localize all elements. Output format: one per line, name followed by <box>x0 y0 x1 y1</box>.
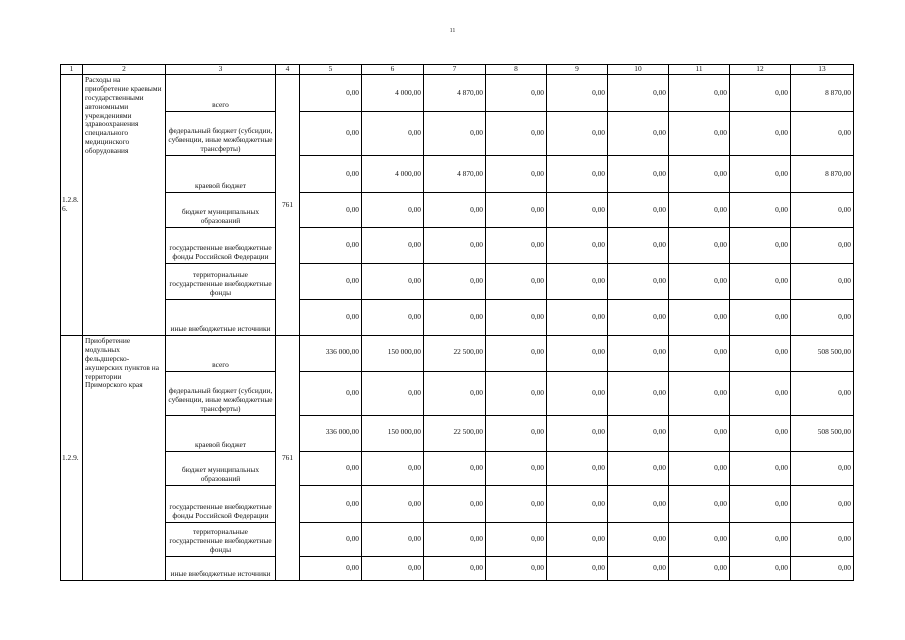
value-cell: 0,00 <box>300 372 362 416</box>
value-cell: 0,00 <box>669 112 730 156</box>
funding-source: государственные внебюджетные фонды Российской Федерации <box>166 228 276 264</box>
value-cell: 0,00 <box>362 557 424 581</box>
value-cell: 0,00 <box>547 75 608 112</box>
col-header: 13 <box>791 65 854 75</box>
value-cell: 0,00 <box>300 523 362 557</box>
table-row <box>61 264 854 300</box>
value-cell: 0,00 <box>791 486 854 523</box>
value-cell: 0,00 <box>791 452 854 486</box>
value-cell: 0,00 <box>791 193 854 228</box>
value-cell: 0,00 <box>730 336 791 372</box>
value-cell: 0,00 <box>486 486 547 523</box>
col-header: 7 <box>424 65 486 75</box>
value-cell: 0,00 <box>547 156 608 193</box>
value-cell: 0,00 <box>547 523 608 557</box>
table-row <box>61 452 854 486</box>
value-cell: 0,00 <box>791 264 854 300</box>
value-cell: 0,00 <box>486 264 547 300</box>
value-cell: 0,00 <box>730 112 791 156</box>
value-cell: 150 000,00 <box>362 416 424 452</box>
section-code: 1.2.9. <box>61 336 83 581</box>
value-cell: 0,00 <box>300 300 362 336</box>
value-cell: 0,00 <box>486 523 547 557</box>
table-row <box>61 75 854 112</box>
value-cell: 0,00 <box>608 156 669 193</box>
value-cell: 0,00 <box>547 372 608 416</box>
value-cell: 0,00 <box>424 300 486 336</box>
value-cell: 0,00 <box>608 300 669 336</box>
value-cell: 0,00 <box>300 112 362 156</box>
value-cell: 0,00 <box>730 523 791 557</box>
value-cell: 0,00 <box>669 416 730 452</box>
value-cell: 0,00 <box>608 416 669 452</box>
value-cell: 0,00 <box>608 264 669 300</box>
section-name: Расходы на приобретение краевыми государственными автономными учреждениями здравоохранения специального медицинского оборудования <box>83 75 166 336</box>
funding-source: всего <box>166 336 276 372</box>
value-cell: 0,00 <box>608 452 669 486</box>
col-header: 11 <box>669 65 730 75</box>
value-cell: 22 500,00 <box>424 416 486 452</box>
value-cell: 0,00 <box>547 228 608 264</box>
value-cell: 0,00 <box>362 228 424 264</box>
funding-source: иные внебюджетные источники <box>166 300 276 336</box>
value-cell: 336 000,00 <box>300 416 362 452</box>
agency-code: 761 <box>276 75 300 336</box>
value-cell: 0,00 <box>730 486 791 523</box>
value-cell: 0,00 <box>669 156 730 193</box>
funding-source: краевой бюджет <box>166 156 276 193</box>
value-cell: 0,00 <box>362 264 424 300</box>
value-cell: 0,00 <box>608 372 669 416</box>
value-cell: 0,00 <box>362 452 424 486</box>
value-cell: 0,00 <box>730 193 791 228</box>
value-cell: 0,00 <box>608 112 669 156</box>
value-cell: 0,00 <box>300 75 362 112</box>
col-header: 4 <box>276 65 300 75</box>
value-cell: 0,00 <box>669 300 730 336</box>
value-cell: 4 870,00 <box>424 75 486 112</box>
col-header: 3 <box>166 65 276 75</box>
funding-source: иные внебюджетные источники <box>166 557 276 581</box>
value-cell: 0,00 <box>669 193 730 228</box>
value-cell: 0,00 <box>300 557 362 581</box>
value-cell: 8 870,00 <box>791 156 854 193</box>
col-header: 10 <box>608 65 669 75</box>
table-row <box>61 112 854 156</box>
value-cell: 0,00 <box>730 228 791 264</box>
value-cell: 4 000,00 <box>362 75 424 112</box>
value-cell: 0,00 <box>424 112 486 156</box>
value-cell: 0,00 <box>300 486 362 523</box>
value-cell: 0,00 <box>669 523 730 557</box>
table-row <box>61 416 854 452</box>
funding-source: территориальные государственные внебюджетные фонды <box>166 264 276 300</box>
value-cell: 0,00 <box>547 336 608 372</box>
value-cell: 0,00 <box>300 264 362 300</box>
value-cell: 0,00 <box>669 336 730 372</box>
value-cell: 0,00 <box>730 416 791 452</box>
value-cell: 0,00 <box>547 486 608 523</box>
table-row <box>61 228 854 264</box>
value-cell: 0,00 <box>424 523 486 557</box>
value-cell: 0,00 <box>362 372 424 416</box>
value-cell: 0,00 <box>486 75 547 112</box>
value-cell: 0,00 <box>547 557 608 581</box>
value-cell: 0,00 <box>424 193 486 228</box>
funding-source: территориальные государственные внебюджетные фонды <box>166 523 276 557</box>
value-cell: 0,00 <box>791 300 854 336</box>
funding-source: бюджет муниципальных образований <box>166 193 276 228</box>
value-cell: 0,00 <box>424 452 486 486</box>
value-cell: 0,00 <box>424 486 486 523</box>
value-cell: 0,00 <box>730 372 791 416</box>
table-body <box>61 65 854 581</box>
value-cell: 4 000,00 <box>362 156 424 193</box>
value-cell: 0,00 <box>669 75 730 112</box>
header-row <box>61 65 854 75</box>
value-cell: 0,00 <box>362 193 424 228</box>
table-row <box>61 156 854 193</box>
col-header: 8 <box>486 65 547 75</box>
value-cell: 0,00 <box>486 452 547 486</box>
table-row <box>61 557 854 581</box>
value-cell: 0,00 <box>669 264 730 300</box>
value-cell: 0,00 <box>669 452 730 486</box>
value-cell: 0,00 <box>791 228 854 264</box>
value-cell: 0,00 <box>669 372 730 416</box>
value-cell: 0,00 <box>669 557 730 581</box>
value-cell: 0,00 <box>608 336 669 372</box>
table-row <box>61 486 854 523</box>
value-cell: 0,00 <box>424 372 486 416</box>
page-number: 11 <box>449 28 456 34</box>
value-cell: 0,00 <box>547 112 608 156</box>
value-cell: 0,00 <box>362 523 424 557</box>
table-row <box>61 193 854 228</box>
col-header: 5 <box>300 65 362 75</box>
col-header: 9 <box>547 65 608 75</box>
funding-source: государственные внебюджетные фонды Российской Федерации <box>166 486 276 523</box>
agency-code: 761 <box>276 336 300 581</box>
budget-table <box>60 64 854 581</box>
value-cell: 0,00 <box>486 372 547 416</box>
value-cell: 508 500,00 <box>791 416 854 452</box>
section-name: Приобретение модульных фельдшерско-акушерских пунктов на территории Приморского края <box>83 336 166 581</box>
value-cell: 0,00 <box>730 300 791 336</box>
value-cell: 0,00 <box>547 416 608 452</box>
value-cell: 0,00 <box>547 300 608 336</box>
value-cell: 0,00 <box>362 300 424 336</box>
value-cell: 0,00 <box>486 156 547 193</box>
value-cell: 0,00 <box>300 452 362 486</box>
col-header: 12 <box>730 65 791 75</box>
value-cell: 0,00 <box>608 523 669 557</box>
value-cell: 0,00 <box>730 75 791 112</box>
value-cell: 22 500,00 <box>424 336 486 372</box>
col-header: 6 <box>362 65 424 75</box>
value-cell: 0,00 <box>547 452 608 486</box>
value-cell: 0,00 <box>300 193 362 228</box>
funding-source: бюджет муниципальных образований <box>166 452 276 486</box>
value-cell: 0,00 <box>791 557 854 581</box>
funding-source: федеральный бюджет (субсидии, субвенции, иные межбюджетные трансферты) <box>166 112 276 156</box>
col-header: 2 <box>83 65 166 75</box>
value-cell: 0,00 <box>486 112 547 156</box>
table-row <box>61 336 854 372</box>
table-row <box>61 372 854 416</box>
value-cell: 0,00 <box>791 372 854 416</box>
value-cell: 0,00 <box>486 193 547 228</box>
value-cell: 0,00 <box>608 75 669 112</box>
value-cell: 0,00 <box>791 112 854 156</box>
funding-source: федеральный бюджет (субсидии, субвенции, иные межбюджетные трансферты) <box>166 372 276 416</box>
value-cell: 0,00 <box>300 228 362 264</box>
value-cell: 0,00 <box>608 557 669 581</box>
value-cell: 8 870,00 <box>791 75 854 112</box>
value-cell: 0,00 <box>608 228 669 264</box>
value-cell: 0,00 <box>362 112 424 156</box>
funding-source: всего <box>166 75 276 112</box>
value-cell: 0,00 <box>547 193 608 228</box>
value-cell: 0,00 <box>730 557 791 581</box>
value-cell: 508 500,00 <box>791 336 854 372</box>
value-cell: 0,00 <box>608 486 669 523</box>
value-cell: 0,00 <box>486 228 547 264</box>
value-cell: 0,00 <box>486 557 547 581</box>
value-cell: 0,00 <box>730 452 791 486</box>
value-cell: 0,00 <box>424 264 486 300</box>
section-code: 1.2.8. 6. <box>61 75 83 336</box>
value-cell: 150 000,00 <box>362 336 424 372</box>
value-cell: 0,00 <box>362 486 424 523</box>
value-cell: 0,00 <box>730 156 791 193</box>
table-row <box>61 300 854 336</box>
value-cell: 0,00 <box>791 523 854 557</box>
value-cell: 0,00 <box>669 228 730 264</box>
value-cell: 0,00 <box>300 156 362 193</box>
col-header: 1 <box>61 65 83 75</box>
value-cell: 0,00 <box>486 336 547 372</box>
value-cell: 0,00 <box>486 300 547 336</box>
value-cell: 0,00 <box>424 228 486 264</box>
value-cell: 4 870,00 <box>424 156 486 193</box>
value-cell: 0,00 <box>608 193 669 228</box>
funding-source: краевой бюджет <box>166 416 276 452</box>
value-cell: 0,00 <box>669 486 730 523</box>
value-cell: 0,00 <box>547 264 608 300</box>
value-cell: 336 000,00 <box>300 336 362 372</box>
table-row <box>61 523 854 557</box>
value-cell: 0,00 <box>730 264 791 300</box>
value-cell: 0,00 <box>424 557 486 581</box>
value-cell: 0,00 <box>486 416 547 452</box>
